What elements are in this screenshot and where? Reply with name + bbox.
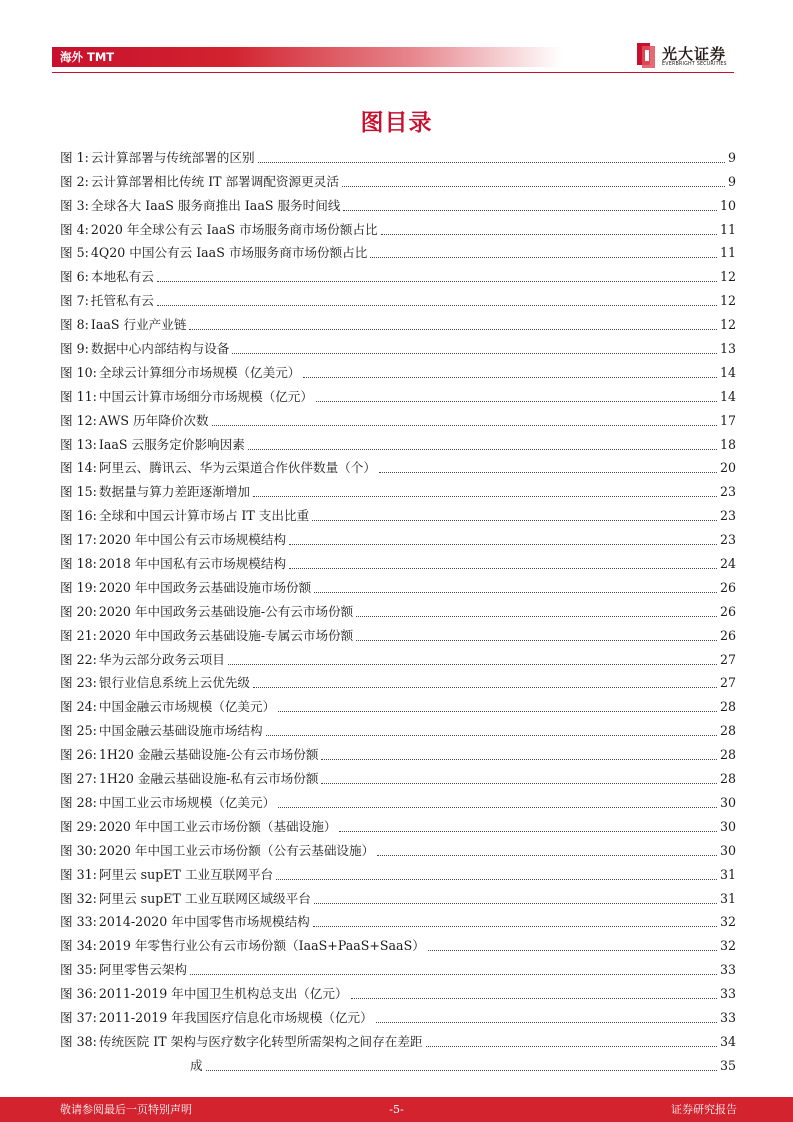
- figure-title: 2011-2019 年我国医疗信息化市场规模（亿元）: [98, 1009, 373, 1025]
- dot-leader: [351, 998, 717, 999]
- figure-title: AWS 历年降价次数: [98, 412, 209, 428]
- dot-leader: [339, 831, 717, 832]
- figure-label: 图 23:: [60, 675, 97, 691]
- page-number: 33: [719, 1009, 736, 1025]
- toc-entry[interactable]: [60, 883, 736, 907]
- logo-name: 光大证券: [662, 45, 727, 63]
- figure-label: 图 12:: [60, 412, 97, 428]
- page-number: 13: [719, 341, 736, 357]
- dot-leader: [206, 1070, 717, 1071]
- figure-label: 图 4:: [60, 221, 89, 237]
- figure-title: IaaS 行业产业链: [90, 317, 187, 333]
- page-number: 23: [719, 484, 736, 500]
- page-number: 30: [719, 794, 736, 810]
- page-number: 27: [719, 675, 736, 691]
- toc-entry[interactable]: [60, 1002, 736, 1026]
- page-number: 23: [719, 508, 736, 524]
- toc-entry[interactable]: [60, 261, 736, 285]
- figure-title: IaaS 云服务定价影响因素: [98, 436, 245, 452]
- page-number: 34: [719, 1033, 736, 1049]
- figure-label: 图 27:: [60, 771, 97, 787]
- figure-title: 数据中心内部结构与设备: [90, 341, 230, 357]
- figure-title: 阿里云 supET 工业互联网区域级平台: [98, 890, 311, 906]
- toc-entry[interactable]: [60, 405, 736, 429]
- figure-title: 阿里云 supET 工业互联网平台: [98, 866, 274, 882]
- figure-label: 图 32:: [60, 890, 97, 906]
- toc-entry[interactable]: [60, 142, 736, 166]
- dot-leader: [248, 449, 717, 450]
- everbright-logo: [636, 42, 746, 72]
- toc-entry[interactable]: [60, 787, 736, 811]
- dot-leader: [189, 329, 717, 330]
- toc-entry[interactable]: [60, 978, 736, 1002]
- dot-leader: [313, 926, 717, 927]
- figure-label: 图 10:: [60, 364, 97, 380]
- figure-label: 图 20:: [60, 603, 97, 619]
- toc-entry[interactable]: [60, 763, 736, 787]
- figure-title: 全球各大 IaaS 服务商推出 IaaS 服务时间线: [90, 197, 341, 213]
- dot-leader: [426, 1046, 717, 1047]
- toc-entry[interactable]: [60, 381, 736, 405]
- toc-entry[interactable]: [60, 214, 736, 238]
- page-number: 28: [719, 747, 736, 763]
- figure-label: 图 5:: [60, 245, 89, 261]
- figure-title: 银行业信息系统上云优先级: [98, 675, 250, 691]
- figure-title: 全球云计算细分市场规模（亿美元）: [98, 364, 301, 380]
- dot-leader: [314, 903, 717, 904]
- figure-title: 2019 年零售行业公有云市场份额（IaaS+PaaS+SaaS）: [98, 938, 425, 954]
- page-number: 23: [719, 532, 736, 548]
- figure-title: 阿里云、腾讯云、华为云渠道合作伙伴数量（个）: [98, 460, 376, 476]
- page-number: 32: [719, 938, 736, 954]
- figure-label: 图 31:: [60, 866, 97, 882]
- page-number: 11: [719, 221, 736, 237]
- page-number: 9: [727, 149, 736, 165]
- figure-title: 托管私有云: [90, 293, 154, 309]
- figure-label: 图 25:: [60, 723, 97, 739]
- dot-leader: [379, 472, 717, 473]
- dot-leader: [190, 974, 717, 975]
- toc-entry[interactable]: [60, 811, 736, 835]
- page-number: 35: [719, 1057, 736, 1073]
- figure-label: 图 26:: [60, 747, 97, 763]
- page-number: 33: [719, 986, 736, 1002]
- header-band: [52, 47, 562, 67]
- figure-title: 2020 年中国政务云基础设施市场份额: [98, 579, 312, 595]
- dot-leader: [370, 257, 717, 258]
- toc-entry[interactable]: [60, 429, 736, 453]
- dot-leader: [312, 520, 717, 521]
- figure-title-continuation: 成: [190, 1057, 203, 1073]
- dot-leader: [342, 186, 725, 187]
- footer-disclaimer: 敬请参阅最后一页特别声明: [60, 1103, 192, 1116]
- figure-title: 2020 年中国公有云市场规模结构: [98, 532, 287, 548]
- page-number: 20: [719, 460, 736, 476]
- page-number: 26: [719, 627, 736, 643]
- toc-entry[interactable]: [60, 620, 736, 644]
- dot-leader: [232, 353, 717, 354]
- toc-entry[interactable]: [60, 907, 736, 931]
- figure-title: 2018 年中国私有云市场规模结构: [98, 556, 287, 572]
- figure-label: 图 17:: [60, 532, 97, 548]
- page-number: 26: [719, 603, 736, 619]
- figure-title: 2020 年中国政务云基础设施-公有云市场份额: [98, 603, 354, 619]
- dot-leader: [343, 210, 717, 211]
- figure-label: 图 3:: [60, 197, 89, 213]
- toc-entry[interactable]: [60, 572, 736, 596]
- dot-leader: [253, 496, 717, 497]
- dot-leader: [212, 425, 717, 426]
- figure-title: 数据量与算力差距逐渐增加: [98, 484, 250, 500]
- figure-title: 本地私有云: [90, 269, 154, 285]
- page-number: 31: [719, 866, 736, 882]
- dot-leader: [321, 783, 717, 784]
- toc-entry[interactable]: [60, 238, 736, 262]
- figure-label: 图 21:: [60, 627, 97, 643]
- figure-label: 图 24:: [60, 699, 97, 715]
- page-number: 24: [719, 556, 736, 572]
- figure-label: 图 37:: [60, 1009, 97, 1025]
- toc-entry[interactable]: [60, 835, 736, 859]
- dot-leader: [428, 950, 717, 951]
- dot-leader: [356, 616, 717, 617]
- figure-label: 图 30:: [60, 842, 97, 858]
- footer-report-type: 证券研究报告: [671, 1103, 737, 1116]
- toc-entry[interactable]: [60, 954, 736, 978]
- toc-entry[interactable]: [60, 524, 736, 548]
- figure-label: 图 28:: [60, 794, 97, 810]
- figure-title: 中国金融云基础设施市场结构: [98, 723, 263, 739]
- toc-entry[interactable]: [60, 859, 736, 883]
- toc-entry[interactable]: [60, 166, 736, 190]
- figure-title: 2014-2020 年中国零售市场规模结构: [98, 914, 310, 930]
- figure-label: 图 29:: [60, 818, 97, 834]
- dot-leader: [253, 687, 717, 688]
- dot-leader: [381, 234, 717, 235]
- figure-label: 图 38:: [60, 1033, 97, 1049]
- figure-title: 中国云计算市场细分市场规模（亿元）: [98, 388, 313, 404]
- page-number: 14: [719, 364, 736, 380]
- page-number: 28: [719, 723, 736, 739]
- figure-label: 图 13:: [60, 436, 97, 452]
- dot-leader: [157, 281, 717, 282]
- page-number: 31: [719, 890, 736, 906]
- toc-entry[interactable]: [60, 644, 736, 668]
- figure-title: 2020 年中国政务云基础设施-专属云市场份额: [98, 627, 354, 643]
- toc-entry[interactable]: [60, 668, 736, 692]
- dot-leader: [377, 855, 717, 856]
- section-label: 海外 TMT: [60, 50, 115, 64]
- figure-title: 中国金融云市场规模（亿美元）: [98, 699, 276, 715]
- dot-leader: [321, 759, 717, 760]
- figure-title: 1H20 金融云基础设施-私有云市场份额: [98, 771, 319, 787]
- figure-label: 图 19:: [60, 579, 97, 595]
- dot-leader: [258, 162, 725, 163]
- page-number: 10: [719, 197, 736, 213]
- figure-title: 1H20 金融云基础设施-公有云市场份额: [98, 747, 319, 763]
- figure-title: 4Q20 中国公有云 IaaS 市场服务商市场份额占比: [90, 245, 368, 261]
- figure-list: [60, 142, 736, 1074]
- dot-leader: [303, 377, 717, 378]
- dot-leader: [278, 807, 717, 808]
- toc-entry-continuation[interactable]: [60, 1050, 736, 1074]
- toc-entry[interactable]: [60, 190, 736, 214]
- toc-entry[interactable]: [60, 596, 736, 620]
- page-number: 11: [719, 245, 736, 261]
- figure-label: 图 36:: [60, 986, 97, 1002]
- figure-title: 华为云部分政务云项目: [98, 651, 225, 667]
- figure-label: 图 8:: [60, 317, 89, 333]
- page-number: 30: [719, 842, 736, 858]
- page-title: 图目录: [360, 110, 433, 136]
- dot-leader: [356, 640, 717, 641]
- toc-entry[interactable]: [60, 739, 736, 763]
- toc-entry[interactable]: [60, 1026, 736, 1050]
- figure-label: 图 15:: [60, 484, 97, 500]
- dot-leader: [266, 735, 717, 736]
- figure-label: 图 18:: [60, 556, 97, 572]
- toc-entry[interactable]: [60, 285, 736, 309]
- figure-title: 2011-2019 年中国卫生机构总支出（亿元）: [98, 986, 348, 1002]
- page-number: 28: [719, 699, 736, 715]
- toc-entry[interactable]: [60, 357, 736, 381]
- toc-entry[interactable]: [60, 548, 736, 572]
- dot-leader: [289, 568, 717, 569]
- dot-leader: [316, 401, 717, 402]
- toc-entry[interactable]: [60, 691, 736, 715]
- logo-subtitle: EVERBRIGHT SECURITIES: [662, 62, 727, 67]
- figure-label: 图 7:: [60, 293, 89, 309]
- toc-entry[interactable]: [60, 309, 736, 333]
- figure-label: 图 16:: [60, 508, 97, 524]
- page-number: 17: [719, 412, 736, 428]
- page-number: 33: [719, 962, 736, 978]
- figure-label: 图 35:: [60, 962, 97, 978]
- page-number: 12: [719, 317, 736, 333]
- footer-page-number: -5-: [389, 1103, 404, 1116]
- dot-leader: [278, 711, 717, 712]
- figure-title: 全球和中国云计算市场占 IT 支出比重: [98, 508, 310, 524]
- figure-title: 云计算部署与传统部署的区别: [90, 149, 255, 165]
- page-number: 30: [719, 818, 736, 834]
- figure-label: 图 9:: [60, 341, 89, 357]
- page-number: 14: [719, 388, 736, 404]
- dot-leader: [228, 664, 717, 665]
- toc-entry[interactable]: [60, 500, 736, 524]
- page-number: 26: [719, 579, 736, 595]
- page-number: 9: [727, 173, 736, 189]
- figure-title: 2020 年全球公有云 IaaS 市场服务商市场份额占比: [90, 221, 378, 237]
- figure-title: 2020 年中国工业云市场份额（基础设施）: [98, 818, 337, 834]
- dot-leader: [157, 305, 717, 306]
- dot-leader: [314, 592, 717, 593]
- page-number: 12: [719, 293, 736, 309]
- toc-entry[interactable]: [60, 333, 736, 357]
- toc-entry[interactable]: [60, 715, 736, 739]
- figure-title: 中国工业云市场规模（亿美元）: [98, 794, 276, 810]
- dot-leader: [276, 879, 717, 880]
- figure-label: 图 22:: [60, 651, 97, 667]
- figure-label: 图 33:: [60, 914, 97, 930]
- page-number: 32: [719, 914, 736, 930]
- figure-label: 图 34:: [60, 938, 97, 954]
- page-number: 28: [719, 771, 736, 787]
- figure-label: 图 1:: [60, 149, 89, 165]
- figure-title: 云计算部署相比传统 IT 部署调配资源更灵活: [90, 173, 339, 189]
- dot-leader: [376, 1022, 717, 1023]
- toc-entry[interactable]: [60, 930, 736, 954]
- toc-entry[interactable]: [60, 453, 736, 477]
- figure-label: 图 14:: [60, 460, 97, 476]
- figure-label: 图 6:: [60, 269, 89, 285]
- toc-entry[interactable]: [60, 476, 736, 500]
- figure-title: 2020 年中国工业云市场份额（公有云基础设施）: [98, 842, 375, 858]
- page-number: 18: [719, 436, 736, 452]
- figure-label: 图 2:: [60, 173, 89, 189]
- page-number: 12: [719, 269, 736, 285]
- page-number: 27: [719, 651, 736, 667]
- figure-title: 阿里零售云架构: [98, 962, 188, 978]
- figure-title: 传统医院 IT 架构与医疗数字化转型所需架构之间存在差距: [98, 1033, 423, 1049]
- dot-leader: [289, 544, 717, 545]
- figure-label: 图 11:: [60, 388, 97, 404]
- header-rule: [52, 72, 734, 73]
- everbright-logo-icon: [636, 42, 658, 68]
